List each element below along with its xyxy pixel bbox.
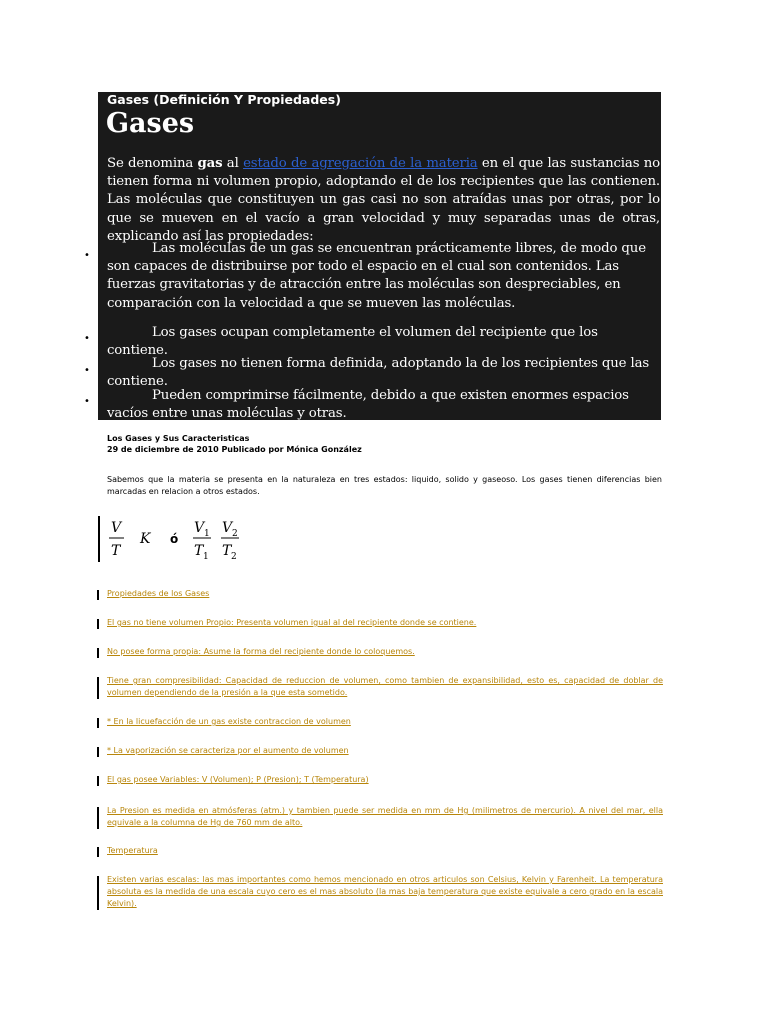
bullet-text: Los gases no tienen forma definida, adoptando la de los recipientes que las contiene. [107, 356, 650, 390]
bullet-text: Pueden comprimirse fácilmente, debido a que existen enormes espacios vacíos entre unas moléculas y otras. [107, 388, 629, 420]
bullet-marker: • [84, 365, 90, 376]
bullet-marker: • [84, 396, 90, 407]
formula-t: T [111, 543, 121, 559]
link-licuefaccion[interactable]: * En la licuefacción de un gas existe contraccion de volumen [107, 717, 351, 726]
row-bar [97, 590, 99, 600]
bullet-text: Los gases ocupan completamente el volumen del recipiente que los contiene. [107, 325, 598, 359]
bullet-marker: • [84, 333, 90, 344]
formula-v1-sub: 1 [204, 529, 210, 539]
definition-box [98, 92, 661, 420]
row-bar [97, 677, 99, 699]
formula-t1: T [194, 543, 204, 559]
formula-or: ó [170, 532, 179, 546]
gas-law-formula [98, 514, 258, 566]
intro-bold-term: gas [197, 156, 223, 171]
intro-text: en el que las sustancias no tienen forma ni volumen propio, adoptando el de los recipientes que las contienen. Las moléculas que constituyen un gas casi no son atraídas unas por otras, por lo que se mueven en el vacío a gran velocidad y muy separadas unas de otras, explicando así las propiedades: [107, 156, 660, 244]
link-forma-propia[interactable]: No posee forma propia: Asume la forma del recipiente donde lo coloquemos. [107, 647, 415, 656]
link-propiedades[interactable]: Propiedades de los Gases [107, 589, 210, 598]
intro-text: al [222, 156, 244, 171]
formula-v2-sub: 2 [232, 529, 238, 539]
link-escalas[interactable]: Existen varias escalas: las mas importantes como hemos mencionado en otros articulos son Celsius, Kelvin y Farenheit. La temperatura absoluta es la medida de una escala cuyo cero es el mas absoluto (la mas baja temperatura que existe equivale a cero grado en la escala Kelvin). [107, 875, 663, 908]
link-variables[interactable]: El gas posee Variables: V (Volumen); P (Presion); T (Temperatura) [107, 775, 369, 784]
article-intro-paragraph: Sabemos que la materia se presenta en la naturaleza en tres estados: liquido, solido y gaseoso. Los gases tienen diferencias bien marcadas en relacion a otros estados. [107, 475, 662, 496]
row-bar [97, 648, 99, 658]
intro-text: Se denomina [107, 156, 198, 171]
intro-paragraph [107, 155, 660, 246]
formula-bar [98, 516, 100, 562]
row-bar [97, 876, 99, 910]
row-bar [97, 807, 99, 829]
formula-t2-sub: 2 [231, 552, 237, 562]
formula-t2: T [222, 543, 232, 559]
property-bullet-3 [107, 355, 660, 391]
estado-agregacion-link[interactable]: estado de agregación de la materia [243, 156, 478, 171]
article-byline: 29 de diciembre de 2010 Publicado por Mónica González [107, 445, 362, 454]
row-bar [97, 847, 99, 857]
article-title: Los Gases y Sus Caracteristicas [107, 434, 250, 443]
formula-v1: V [194, 520, 205, 536]
link-temperatura[interactable]: Temperatura [107, 846, 158, 855]
formula-v: V [111, 520, 122, 536]
link-compresibilidad[interactable]: Tiene gran compresibilidad: Capacidad de reduccion de volumen, como tambien de expansibilidad, esto es, capacidad de doblar de volumen dependiendo de la presión a la que esta sometido. [107, 676, 663, 697]
link-vaporizacion[interactable]: * La vaporización se caracteriza por el aumento de volumen [107, 746, 349, 755]
row-bar [97, 619, 99, 629]
formula-t1-sub: 1 [203, 552, 209, 562]
link-presion[interactable]: La Presion es medida en atmósferas (atm.) y tambien puede ser medida en mm de Hg (milimetros de mercurio). A nivel del mar, ella equivale a la columna de Hg de 760 mm de alto. [107, 806, 663, 827]
row-bar [97, 747, 99, 757]
property-bullet-4 [107, 387, 660, 420]
bullet-marker: • [84, 250, 90, 261]
link-volumen-propio[interactable]: El gas no tiene volumen Propio: Presenta volumen igual al del recipiente donde se contiene. [107, 618, 477, 627]
property-bullet-1 [107, 240, 660, 313]
formula-k: K [140, 531, 151, 547]
formula-v2: V [222, 520, 233, 536]
row-bar [97, 776, 99, 786]
box-title: Gases (Definición Y Propiedades) [107, 92, 341, 107]
bullet-text: Las moléculas de un gas se encuentran prácticamente libres, de modo que son capaces de distribuirse por todo el espacio en el cual son contenidos. Las fuerzas gravitatorias y de atracción entre las moléculas son despreciables, en comparación con la velocidad a que se mueven las moléculas. [107, 241, 646, 311]
row-bar [97, 718, 99, 728]
box-heading: Gases [106, 108, 195, 139]
